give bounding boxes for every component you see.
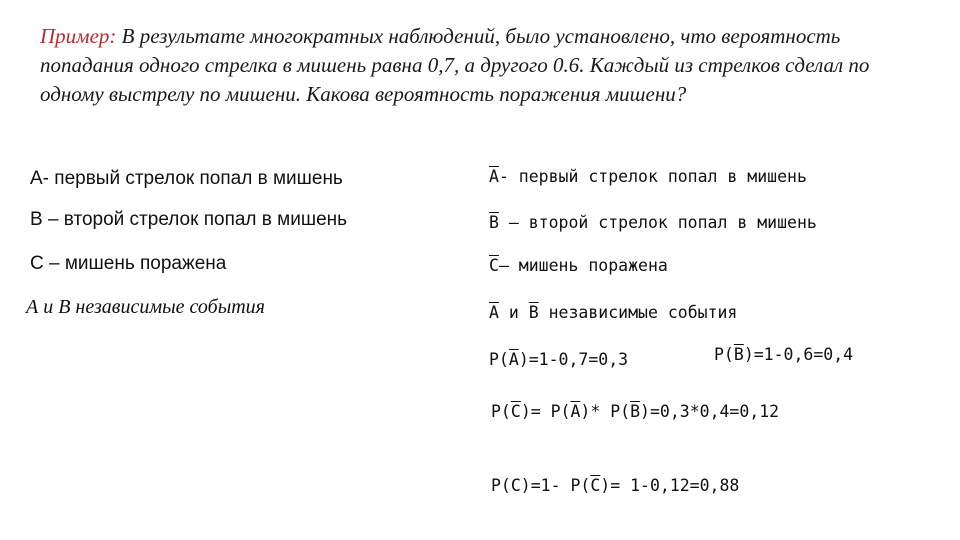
event-b: В – второй стрелок попал в мишень [30, 209, 348, 230]
formula-pa-prefix: P( [489, 350, 509, 369]
formula-pa [489, 350, 628, 369]
formula-pa-letter: А [508, 350, 519, 369]
formula-pb-letter: В [733, 345, 744, 364]
formula-final-rest: )= 1-0,12=0,88 [600, 476, 740, 495]
ind-text: независимые события [538, 303, 738, 322]
formula-final-letter: С [590, 476, 601, 495]
complements-independent [489, 303, 737, 322]
problem-statement [40, 22, 920, 109]
formula-pb-rest: )=1-0,6=0,4 [743, 345, 854, 364]
independence-statement: А и В независимые события [26, 296, 265, 318]
formula-pc-mid1: )= P( [520, 402, 571, 421]
complement-a-text: - первый стрелок попал в мишень [498, 167, 807, 186]
formula-pc-letter3: В [630, 402, 641, 421]
formula-pc-letter: С [510, 402, 521, 421]
formula-pc-prefix: P( [491, 402, 511, 421]
ind-a-letter: А [489, 303, 499, 322]
complement-a [489, 167, 807, 186]
event-c: С – мишень поражена [30, 253, 227, 274]
ind-and: и [498, 303, 529, 322]
complement-a-letter: А [489, 167, 499, 186]
formula-pc-mid2: )* P( [580, 402, 631, 421]
example-label: Пример: [40, 24, 117, 48]
complement-c-letter: С [489, 256, 499, 275]
formula-pb [714, 345, 853, 364]
formula-pb-prefix: P( [714, 345, 734, 364]
complement-c-text: – мишень поражена [498, 256, 668, 275]
complement-b [489, 213, 817, 232]
complement-c [489, 256, 668, 275]
formula-final-prefix: P(C)=1- P( [491, 476, 591, 495]
formula-pc-letter2: А [570, 402, 581, 421]
formula-final [491, 476, 739, 495]
event-a: А- первый стрелок попал в мишень [30, 168, 343, 189]
formula-pa-rest: )=1-0,7=0,3 [518, 350, 629, 369]
complement-b-letter: В [489, 213, 499, 232]
complement-b-text: – второй стрелок попал в мишень [498, 213, 817, 232]
formula-pc-rest: )=0,3*0,4=0,12 [640, 402, 780, 421]
formula-pc-complement [491, 402, 779, 421]
problem-text: В результате многократных наблюдений, было установлено, что вероятность попадания одного стрелка в мишень равна 0,7, а другого 0.6. Каждый из стрелков сделал по одному выстрелу по мишени. Какова вероятность поражения мишени? [40, 24, 870, 106]
ind-b-letter: В [528, 303, 539, 322]
